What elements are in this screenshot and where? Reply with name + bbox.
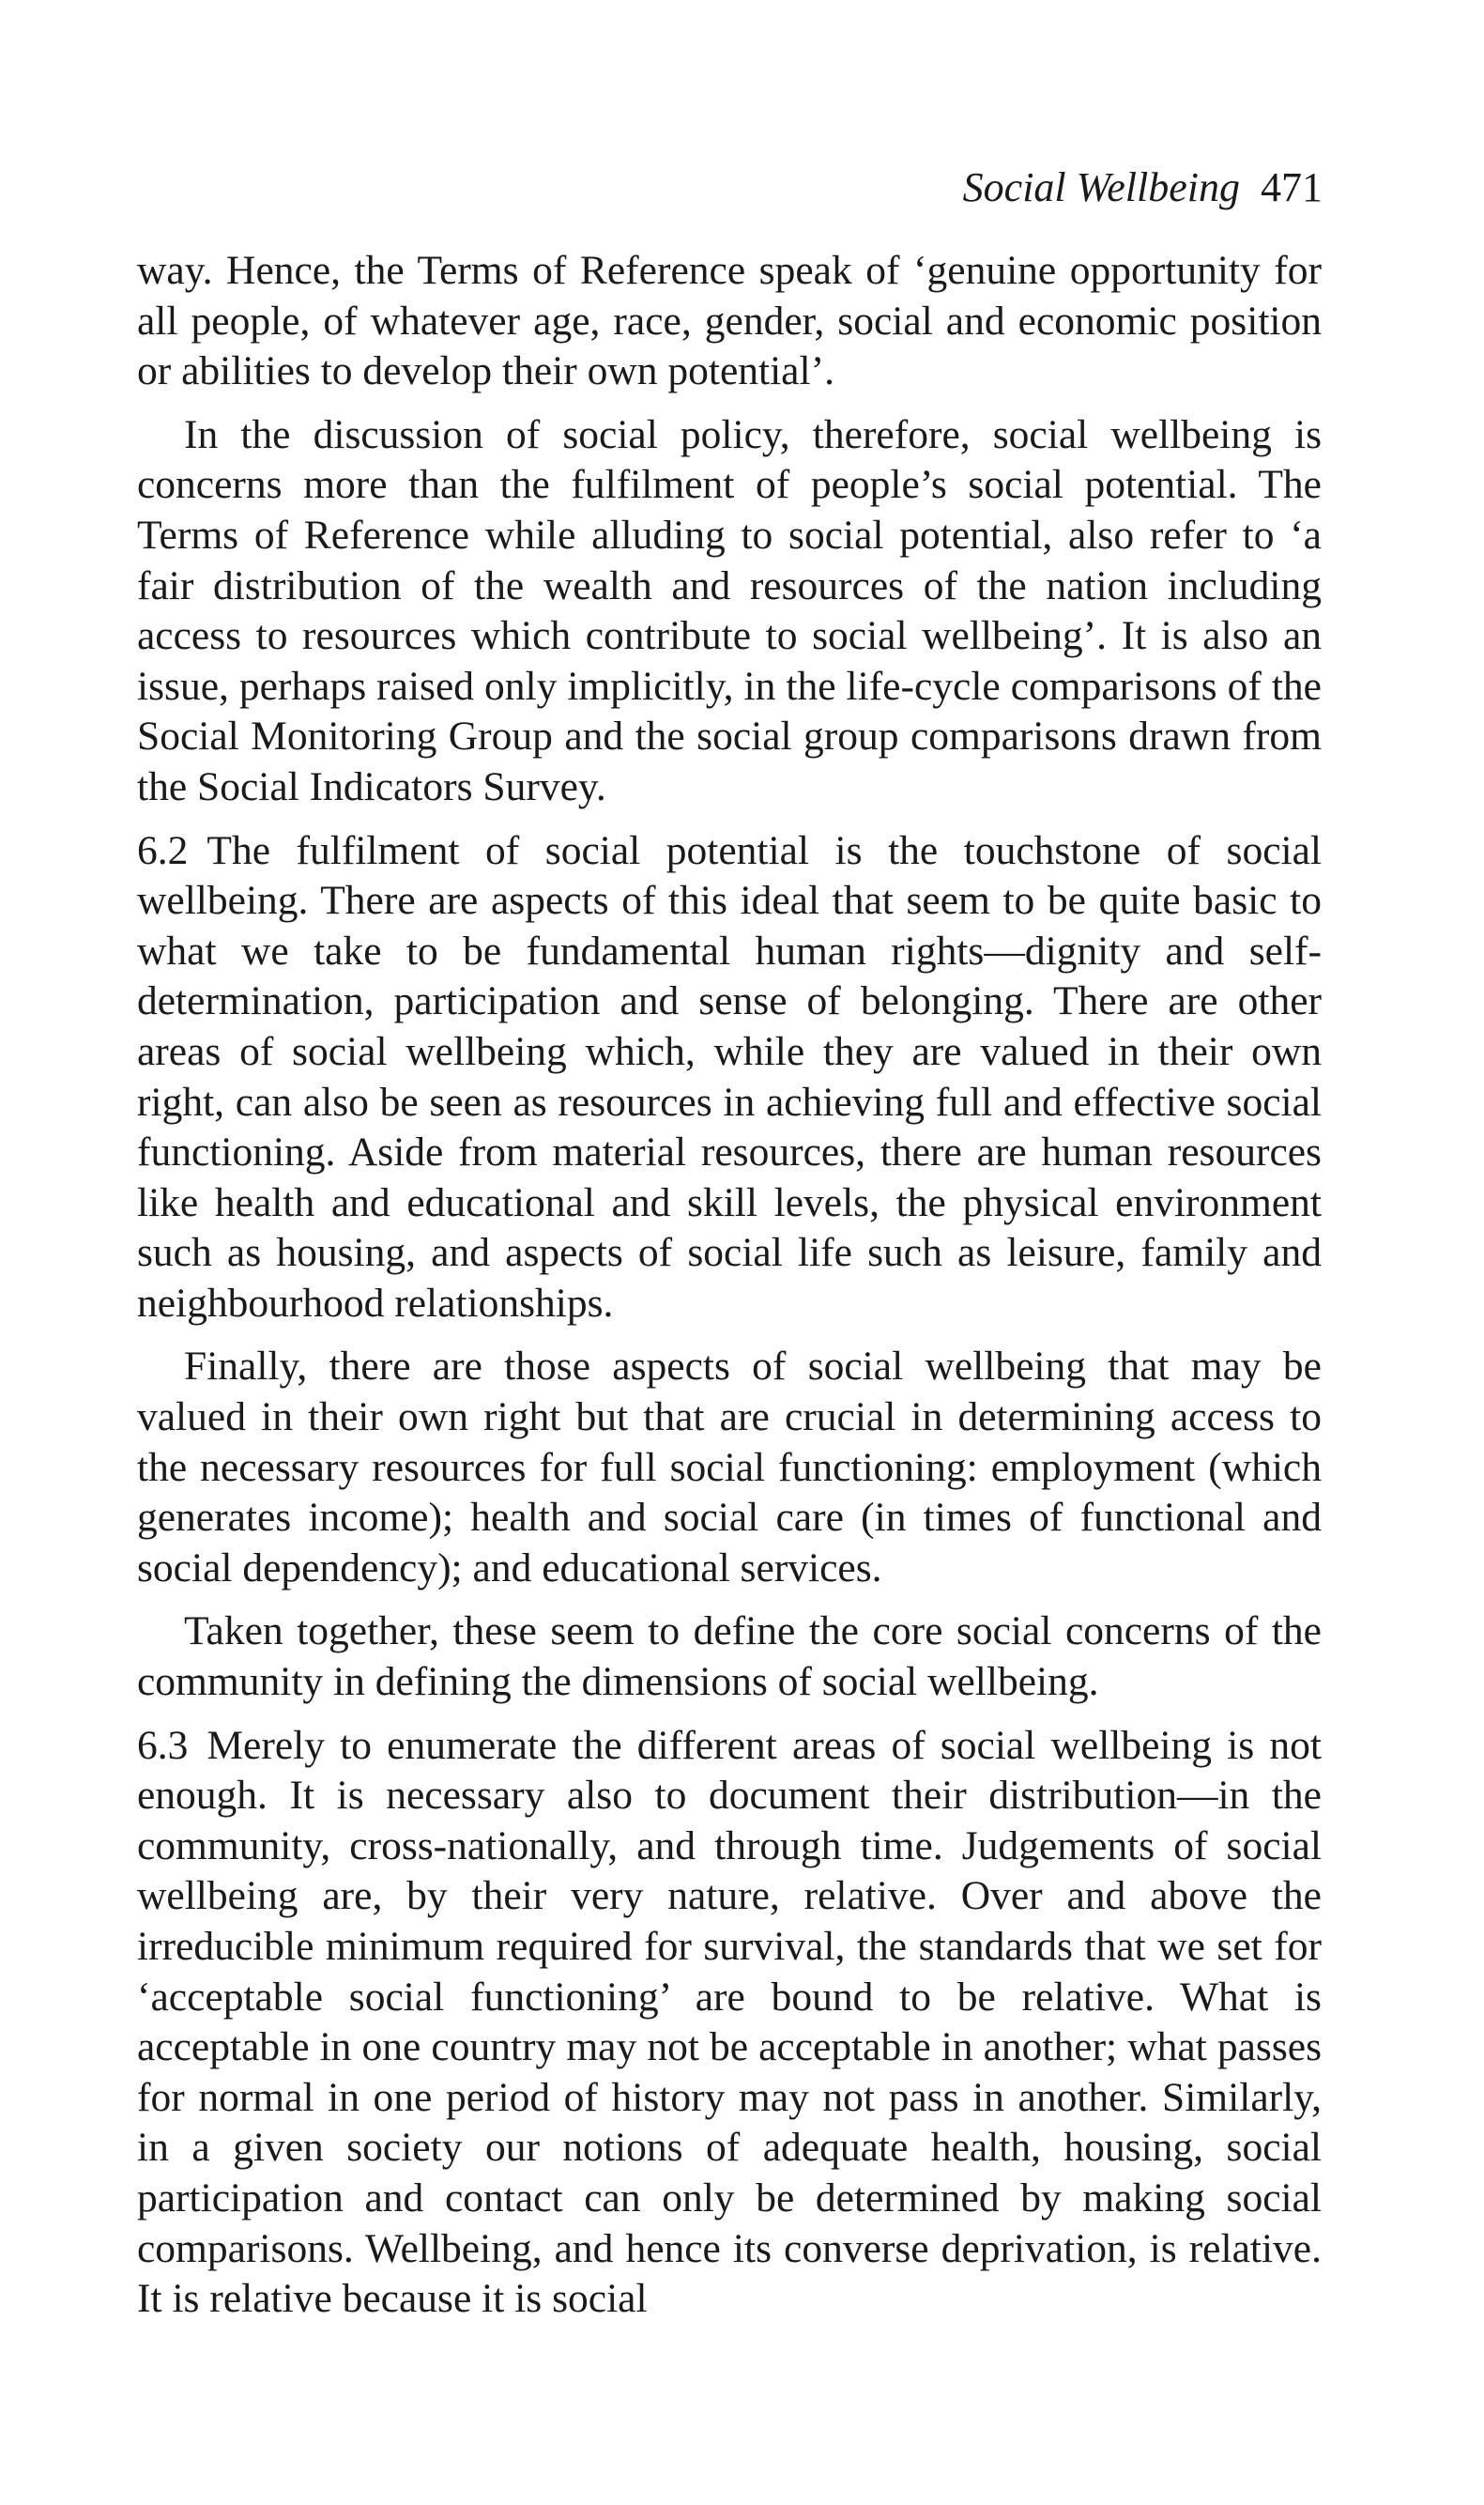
- running-head: [963, 161, 1323, 214]
- section-number: 6.3: [137, 1722, 189, 1768]
- paragraph: [137, 1342, 1322, 1593]
- paragraph-text: Taken together, these seem to define the core social concerns of the community in defining the dimensions of social wellbeing.: [137, 1608, 1322, 1705]
- paragraph: [137, 246, 1322, 397]
- section-paragraph: [137, 826, 1322, 1329]
- section-number: 6.2: [137, 827, 189, 873]
- running-head-title: Social Wellbeing: [962, 164, 1240, 210]
- paragraph: [137, 1606, 1322, 1707]
- paragraph-text: Finally, there are those aspects of social wellbeing that may be valued in their own right but that are crucial in determining access to the necessary resources for full social functioning: employment (which generates income); health and social care (in times of functional and social dependency); and educational services.: [137, 1344, 1322, 1591]
- paragraph-text: The fulfilment of social potential is the touchstone of social wellbeing. There are aspects of this ideal that seem to be quite basic to what we take to be fundamental human rights—dignity and self-determination, participation and sense of belonging. There are other areas of social wellbeing which, while they are valued in their own right, can also be seen as resources in achieving full and effective social functioning. Aside from material resources, there are human resources like health and educational and skill levels, the physical environment such as housing, and aspects of social life such as leisure, family and neighbourhood relationships.: [137, 827, 1322, 1326]
- paragraph-text: In the discussion of social policy, therefore, social wellbeing is concerns more than the fulfilment of people’s social potential. The Terms of Reference while alluding to social potential, also refer to ‘a fair distribution of the wealth and resources of the nation including access to resources which contribute to social wellbeing’. It is also an issue, perhaps raised only implicitly, in the life-cycle comparisons of the Social Monitoring Group and the social group comparisons drawn from the Social Indicators Survey.: [137, 411, 1322, 809]
- body-text: [137, 246, 1322, 2338]
- paragraph-text: way. Hence, the Terms of Reference speak of ‘genuine opportunity for all people, of whatever age, race, gender, social and economic position or abilities to develop their own potential’.: [137, 248, 1322, 394]
- paragraph-text: Merely to enumerate the different areas of social wellbeing is not enough. It is necessary also to document their distribution—in the community, cross-nationally, and through time. Judgements of social wellbeing are, by their very nature, relative. Over and above the irreducible minimum required for survival, the standards that we set for ‘acceptable social functioning’ are bound to be relative. What is acceptable in one country may not be acceptable in another; what passes for normal in one period of history may not pass in another. Similarly, in a given society our notions of adequate health, housing, social participation and contact can only be determined by making social comparisons. Wellbeing, and hence its converse deprivation, is relative. It is relative because it is social: [137, 1722, 1322, 2322]
- section-paragraph: [137, 1721, 1322, 2325]
- page-number: 471: [1261, 164, 1323, 210]
- paragraph: [137, 410, 1322, 813]
